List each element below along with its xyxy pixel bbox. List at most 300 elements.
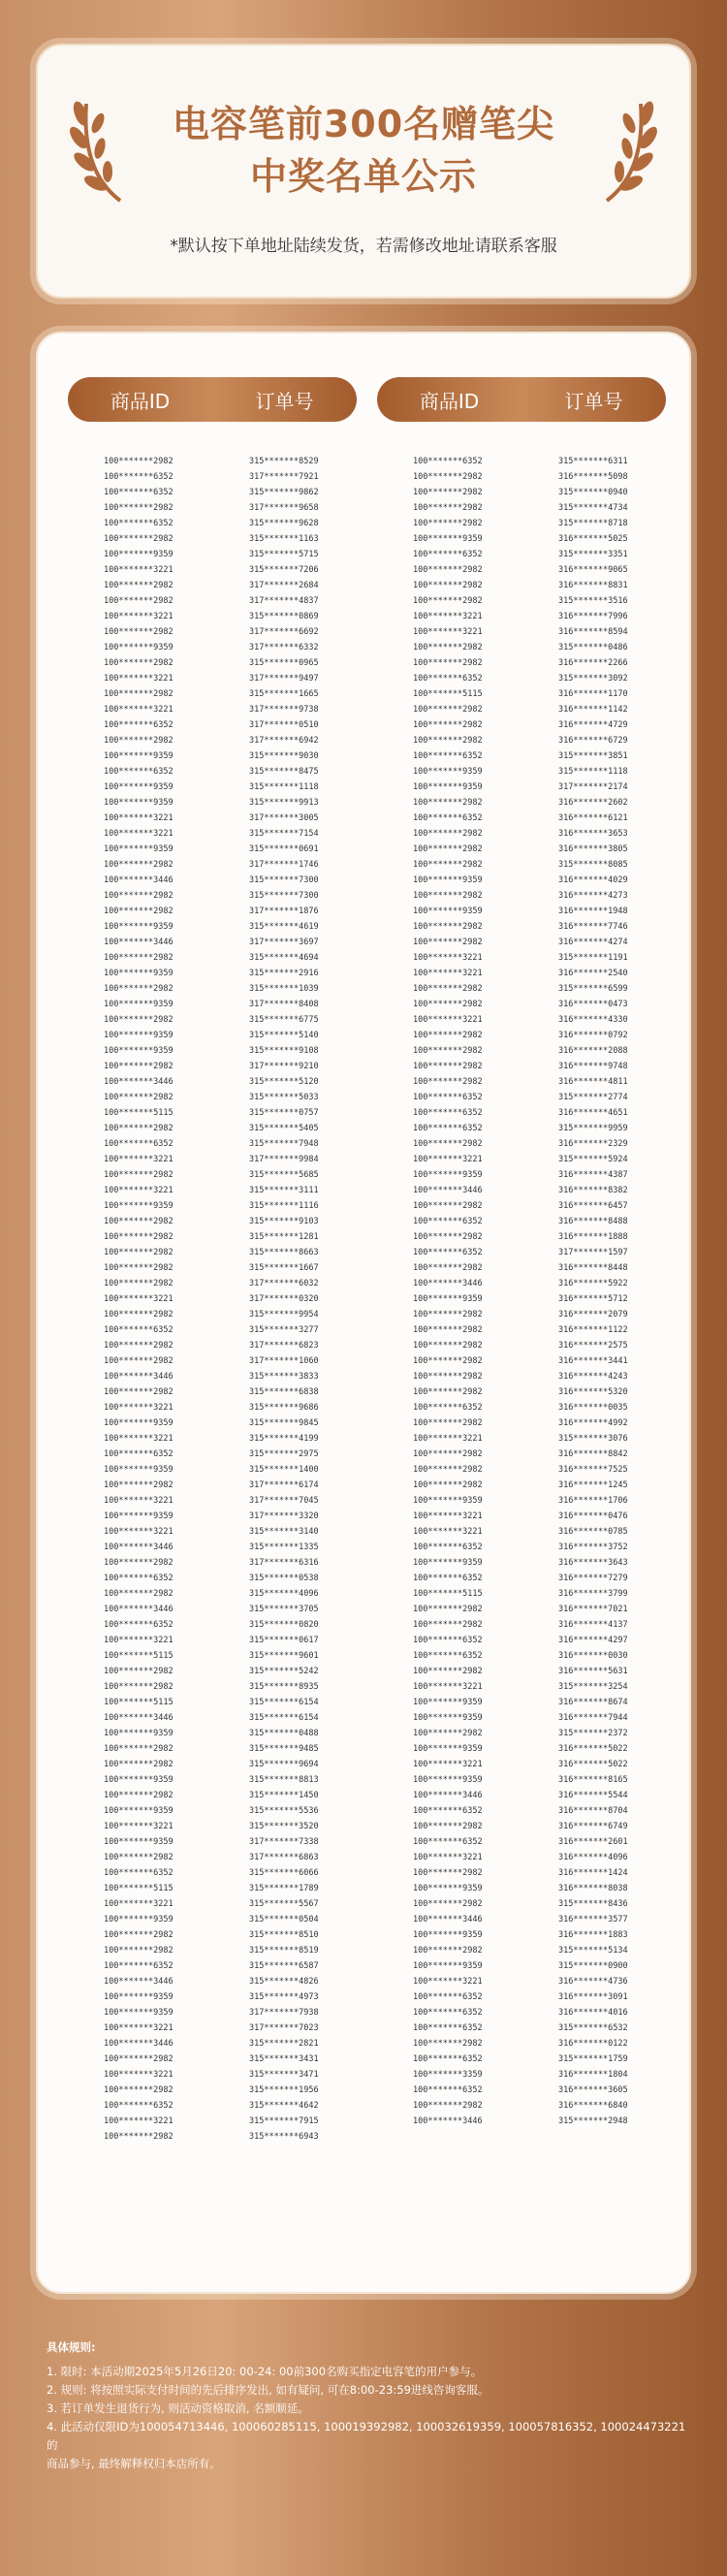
table-row: [104, 1012, 385, 1028]
product-id-cell: 100*******6352: [104, 1574, 174, 1583]
product-id-cell: 100*******2982: [413, 1667, 483, 1676]
product-id-cell: 100*******2982: [413, 472, 483, 482]
order-no-cell: 316*******5025: [558, 534, 628, 544]
rules-section: [47, 2338, 696, 2473]
order-no-cell: 315*******5120: [249, 1077, 319, 1087]
product-id-cell: 100*******3221: [413, 1682, 483, 1692]
product-id-cell: 100*******2982: [104, 503, 174, 513]
order-no-cell: 315*******0869: [249, 612, 319, 621]
table-row: [104, 1679, 385, 1695]
table-row: [413, 1912, 694, 1927]
order-no-cell: 315*******8519: [249, 1946, 319, 1956]
product-id-cell: 100*******3446: [413, 2116, 483, 2126]
table-row: [104, 578, 385, 593]
order-no-cell: 317*******1746: [249, 860, 319, 870]
product-id-cell: 100*******3221: [104, 1636, 174, 1645]
order-no-cell: 317*******2684: [249, 581, 319, 590]
table-row: [104, 1074, 385, 1090]
table-row: [104, 1183, 385, 1198]
table-row: [413, 950, 694, 966]
order-no-cell: 316*******2088: [558, 1046, 628, 1056]
order-no-cell: 315*******4199: [249, 1434, 319, 1444]
product-id-cell: 100*******2982: [413, 519, 483, 528]
table-row: [413, 1819, 694, 1834]
product-id-cell: 100*******6352: [104, 519, 174, 528]
table-row: [413, 1322, 694, 1338]
order-no-cell: 315*******9686: [249, 1403, 319, 1413]
table-row: [413, 1167, 694, 1183]
product-id-cell: 100*******9359: [104, 1806, 174, 1816]
order-no-cell: 315*******9862: [249, 488, 319, 497]
order-no-cell: 315*******1118: [249, 782, 319, 792]
table-row: [413, 1260, 694, 1276]
table-row: [413, 1012, 694, 1028]
product-id-cell: 100*******2982: [104, 1589, 174, 1599]
table-row: [104, 1958, 385, 1974]
product-id-cell: 100*******2982: [104, 1930, 174, 1940]
product-id-cell: 100*******2982: [104, 1263, 174, 1273]
product-id-cell: 100*******9359: [104, 1915, 174, 1924]
table-row: [413, 500, 694, 516]
table-row: [104, 1540, 385, 1555]
product-id-cell: 100*******2982: [413, 922, 483, 932]
table-row: [413, 1059, 694, 1074]
table-row: [104, 1105, 385, 1121]
order-no-cell: 315*******6066: [249, 1868, 319, 1878]
order-no-cell: 316*******1170: [558, 689, 628, 699]
product-id-cell: 100*******9359: [104, 1465, 174, 1475]
order-no-cell: 315*******3351: [558, 550, 628, 559]
product-id-cell: 100*******9359: [413, 875, 483, 885]
order-no-cell: 315*******3520: [249, 1822, 319, 1831]
product-id-cell: 100*******2982: [413, 1077, 483, 1087]
table-row: [413, 1338, 694, 1353]
order-no-cell: 317*******3320: [249, 1511, 319, 1521]
product-id-cell: 100*******2982: [104, 1341, 174, 1351]
product-id-cell: 100*******3221: [104, 1527, 174, 1537]
order-no-cell: 317*******6942: [249, 736, 319, 746]
table-row: [413, 966, 694, 981]
order-no-cell: 316*******4387: [558, 1170, 628, 1180]
product-id-cell: 100*******5115: [413, 1589, 483, 1599]
product-id-cell: 100*******3221: [413, 612, 483, 621]
product-id-cell: 100*******2982: [413, 1449, 483, 1459]
order-no-cell: 315*******0820: [249, 1620, 319, 1630]
order-no-cell: 315*******1335: [249, 1542, 319, 1552]
order-no-cell: 317*******9738: [249, 705, 319, 715]
order-no-cell: 316*******3643: [558, 1558, 628, 1568]
product-id-cell: 100*******3221: [413, 1434, 483, 1444]
table-row: [413, 578, 694, 593]
order-no-cell: 316*******4273: [558, 891, 628, 901]
order-no-cell: 315*******5685: [249, 1170, 319, 1180]
table-row: [104, 1245, 385, 1260]
table-row: [104, 873, 385, 888]
product-id-cell: 100*******2982: [413, 2039, 483, 2049]
product-id-cell: 100*******2982: [104, 1310, 174, 1320]
product-id-cell: 100*******2982: [413, 984, 483, 994]
order-no-cell: 317*******0510: [249, 720, 319, 730]
order-no-cell: 315*******9601: [249, 1651, 319, 1661]
order-no-cell: 316*******6749: [558, 1822, 628, 1831]
table-row: [104, 1586, 385, 1602]
order-no-cell: 317*******7938: [249, 2008, 319, 2018]
order-no-cell: 315*******9628: [249, 519, 319, 528]
table-row: [104, 2051, 385, 2067]
table-row: [104, 1865, 385, 1881]
product-id-cell: 100*******2982: [104, 1170, 174, 1180]
order-no-cell: 317*******6823: [249, 1341, 319, 1351]
order-no-cell: 316*******7996: [558, 612, 628, 621]
order-no-cell: 317*******2174: [558, 782, 628, 792]
table-row: [104, 717, 385, 733]
order-no-cell: 316*******7021: [558, 1605, 628, 1614]
order-no-cell: 315*******6154: [249, 1698, 319, 1707]
order-no-cell: 315*******1281: [249, 1232, 319, 1242]
product-id-cell: 100*******2982: [413, 1387, 483, 1397]
table-row: [413, 873, 694, 888]
table-row: [413, 624, 694, 640]
order-no-cell: 315*******1789: [249, 1884, 319, 1893]
order-no-cell: 315*******8529: [249, 457, 319, 466]
product-id-cell: 100*******2982: [413, 736, 483, 746]
product-id-cell: 100*******2982: [413, 1465, 483, 1475]
order-no-cell: 316*******3605: [558, 2085, 628, 2095]
column-header-right: [377, 377, 666, 422]
order-no-cell: 315*******0691: [249, 844, 319, 854]
order-no-cell: 315*******3277: [249, 1325, 319, 1335]
product-id-cell: 100*******9359: [104, 1046, 174, 1056]
product-id-cell: 100*******6352: [413, 751, 483, 761]
order-no-cell: 315*******5140: [249, 1031, 319, 1040]
table-row: [104, 1555, 385, 1571]
product-id-cell: 100*******3221: [413, 1155, 483, 1164]
product-id-cell: 100*******6352: [104, 1449, 174, 1459]
order-no-cell: 316*******1122: [558, 1325, 628, 1335]
product-id-cell: 100*******3221: [413, 1977, 483, 1987]
table-row: [413, 1136, 694, 1152]
product-id-cell: 100*******2982: [413, 1046, 483, 1056]
product-id-cell: 100*******3446: [104, 875, 174, 885]
product-id-cell: 100*******2982: [413, 1232, 483, 1242]
order-no-cell: 316*******3799: [558, 1589, 628, 1599]
product-id-cell: 100*******6352: [413, 674, 483, 684]
order-no-cell: 316*******9065: [558, 565, 628, 575]
order-no-cell: 316*******0792: [558, 1031, 628, 1040]
product-id-cell: 100*******2982: [104, 627, 174, 637]
product-id-cell: 100*******2982: [413, 1868, 483, 1878]
order-no-cell: 316*******4243: [558, 1372, 628, 1382]
table-row: [104, 1090, 385, 1105]
table-row: [413, 1772, 694, 1788]
order-no-cell: 315*******3140: [249, 1527, 319, 1537]
table-row: [104, 1896, 385, 1912]
order-no-cell: 315*******6587: [249, 1961, 319, 1971]
product-id-cell: 100*******2982: [413, 1310, 483, 1320]
order-no-cell: 315*******8813: [249, 1775, 319, 1785]
product-id-cell: 100*******9359: [104, 1000, 174, 1009]
product-id-cell: 100*******3446: [104, 1977, 174, 1987]
table-row: [104, 593, 385, 609]
product-id-cell: 100*******9359: [104, 1031, 174, 1040]
product-id-cell: 100*******9359: [104, 1729, 174, 1738]
product-id-cell: 100*******2982: [104, 1062, 174, 1071]
order-no-cell: 316*******8704: [558, 1806, 628, 1816]
order-no-cell: 316*******9748: [558, 1062, 628, 1071]
order-no-cell: 315*******9485: [249, 1744, 319, 1754]
order-no-cell: 317*******9984: [249, 1155, 319, 1164]
order-no-cell: 315*******7948: [249, 1139, 319, 1149]
table-row: [413, 1958, 694, 1974]
table-row: [413, 842, 694, 857]
table-row: [104, 842, 385, 857]
order-no-cell: 315*******6943: [249, 2132, 319, 2142]
table-row: [104, 1617, 385, 1633]
product-id-cell: 100*******2982: [413, 488, 483, 497]
table-row: [413, 1664, 694, 1679]
product-id-cell: 100*******9359: [413, 1558, 483, 1568]
order-no-cell: 316*******2329: [558, 1139, 628, 1149]
product-id-cell: 100*******9359: [104, 1511, 174, 1521]
order-no-cell: 316*******4016: [558, 2008, 628, 2018]
order-no-cell: 315*******0617: [249, 1636, 319, 1645]
product-id-cell: 100*******2982: [413, 1031, 483, 1040]
product-id-cell: 100*******2982: [104, 1248, 174, 1257]
table-row: [413, 1803, 694, 1819]
table-row: [413, 1896, 694, 1912]
product-id-cell: 100*******3221: [104, 1403, 174, 1413]
product-id-cell: 100*******3221: [413, 969, 483, 978]
order-no-cell: 315*******6532: [558, 2023, 628, 2033]
product-id-cell: 100*******2982: [413, 1822, 483, 1831]
product-id-cell: 100*******2982: [413, 581, 483, 590]
order-no-cell: 315*******3431: [249, 2054, 319, 2064]
table-row: [413, 717, 694, 733]
order-no-cell: 317*******7023: [249, 2023, 319, 2033]
order-no-cell: 316*******8382: [558, 1186, 628, 1195]
product-id-cell: 100*******2982: [413, 1201, 483, 1211]
order-no-cell: 316*******3441: [558, 1356, 628, 1366]
table-row: [104, 1028, 385, 1043]
table-row: [413, 2051, 694, 2067]
table-row: [413, 1478, 694, 1493]
order-no-cell: 317*******7045: [249, 1496, 319, 1506]
table-row: [413, 531, 694, 547]
product-id-cell: 100*******9359: [413, 1496, 483, 1506]
product-id-cell: 100*******9359: [104, 844, 174, 854]
order-no-cell: 316*******8165: [558, 1775, 628, 1785]
order-no-cell: 317*******9210: [249, 1062, 319, 1071]
order-no-cell: 316*******5098: [558, 472, 628, 482]
order-no-cell: 315*******5536: [249, 1806, 319, 1816]
table-row: [413, 764, 694, 779]
order-no-cell: 315*******0940: [558, 488, 628, 497]
table-row: [413, 1415, 694, 1431]
table-row: [104, 624, 385, 640]
order-no-cell: 315*******5242: [249, 1667, 319, 1676]
order-no-cell: 315*******8436: [558, 1899, 628, 1909]
product-id-cell: 100*******3221: [413, 953, 483, 963]
product-id-cell: 100*******6352: [413, 1574, 483, 1583]
page-subtitle: 中奖名单公示: [249, 155, 477, 198]
order-no-cell: 317*******1597: [558, 1248, 628, 1257]
table-row: [104, 1307, 385, 1322]
table-row: [104, 935, 385, 950]
table-row: [104, 1167, 385, 1183]
order-no-cell: 316*******0122: [558, 2039, 628, 2049]
product-id-cell: 100*******6352: [104, 720, 174, 730]
product-id-cell: 100*******2982: [413, 1899, 483, 1909]
order-no-cell: 315*******8663: [249, 1248, 319, 1257]
product-id-cell: 100*******2982: [413, 829, 483, 839]
product-id-cell: 100*******2982: [413, 596, 483, 606]
product-id-cell: 100*******9359: [104, 2008, 174, 2018]
table-row: [104, 2098, 385, 2114]
order-no-cell: 316*******1245: [558, 1480, 628, 1490]
order-no-cell: 316*******8038: [558, 1884, 628, 1893]
product-id-cell: 100*******3221: [104, 612, 174, 621]
product-id-cell: 100*******5115: [104, 1884, 174, 1893]
order-no-cell: 315*******2372: [558, 1729, 628, 1738]
order-no-cell: 316*******4274: [558, 938, 628, 947]
order-no-cell: 317*******1060: [249, 1356, 319, 1366]
order-no-cell: 315*******7300: [249, 875, 319, 885]
order-no-cell: 316*******6840: [558, 2101, 628, 2111]
order-no-cell: 316*******8831: [558, 581, 628, 590]
product-id-cell: 100*******2982: [413, 938, 483, 947]
table-row: [413, 2005, 694, 2020]
product-id-cell: 100*******2982: [413, 1729, 483, 1738]
table-row: [413, 981, 694, 997]
rule-item: 2. 规则: 将按照实际支付时间的先后排序发出, 如有疑问, 可在8:00-23:59进线咨询客服。: [47, 2383, 490, 2397]
order-no-cell: 316*******3577: [558, 1915, 628, 1924]
table-row: [104, 1788, 385, 1803]
table-row: [104, 1384, 385, 1400]
order-no-cell: 316*******2540: [558, 969, 628, 978]
table-row: [413, 811, 694, 826]
table-row: [413, 1229, 694, 1245]
order-no-cell: 315*******6311: [558, 457, 628, 466]
table-row: [413, 826, 694, 842]
order-no-cell: 315*******5567: [249, 1899, 319, 1909]
table-row: [413, 640, 694, 655]
table-row: [413, 795, 694, 811]
order-no-cell: 317*******4837: [249, 596, 319, 606]
order-no-cell: 315*******0504: [249, 1915, 319, 1924]
order-no-cell: 315*******7206: [249, 565, 319, 575]
order-no-cell: 316*******6729: [558, 736, 628, 746]
product-id-cell: 100*******9359: [413, 1775, 483, 1785]
product-id-cell: 100*******3221: [104, 674, 174, 684]
order-no-cell: 316*******1883: [558, 1930, 628, 1940]
table-row: [413, 935, 694, 950]
order-no-cell: 315*******0488: [249, 1729, 319, 1738]
table-row: [104, 562, 385, 578]
product-id-cell: 100*******3221: [104, 2070, 174, 2080]
table-row: [104, 950, 385, 966]
table-row: [104, 1819, 385, 1834]
product-id-cell: 100*******6352: [104, 1139, 174, 1149]
product-id-cell: 100*******2982: [413, 798, 483, 808]
product-id-cell: 100*******9359: [413, 906, 483, 916]
order-no-cell: 316*******5022: [558, 1760, 628, 1769]
product-id-cell: 100*******2982: [413, 705, 483, 715]
table-row: [413, 1183, 694, 1198]
product-id-cell: 100*******9359: [104, 1775, 174, 1785]
order-no-cell: 317*******6332: [249, 643, 319, 652]
order-no-cell: 315*******5405: [249, 1124, 319, 1133]
order-no-cell: 315*******9694: [249, 1760, 319, 1769]
order-no-cell: 315*******0538: [249, 1574, 319, 1583]
table-row: [104, 671, 385, 686]
table-row: [104, 1447, 385, 1462]
product-id-cell: 100*******9359: [413, 1961, 483, 1971]
order-no-cell: 316*******4330: [558, 1015, 628, 1025]
table-row: [413, 593, 694, 609]
table-row: [413, 1462, 694, 1478]
table-row: [413, 1834, 694, 1850]
product-id-cell: 100*******2982: [104, 906, 174, 916]
table-row: [413, 454, 694, 469]
order-no-cell: 315*******9954: [249, 1310, 319, 1320]
order-no-cell: 316*******7279: [558, 1574, 628, 1583]
table-row: [104, 516, 385, 531]
table-row: [104, 1322, 385, 1338]
order-no-cell: 315*******3833: [249, 1372, 319, 1382]
order-no-cell: 317*******6032: [249, 1279, 319, 1288]
table-row: [413, 1121, 694, 1136]
product-id-cell: 100*******2982: [104, 1232, 174, 1242]
product-id-cell: 100*******2982: [104, 891, 174, 901]
order-no-cell: 316*******5544: [558, 1791, 628, 1800]
table-row: [104, 1353, 385, 1369]
table-row: [413, 1571, 694, 1586]
product-id-header: 商品ID: [419, 389, 480, 413]
table-row: [413, 1245, 694, 1260]
product-id-cell: 100*******9359: [413, 767, 483, 777]
product-id-cell: 100*******6352: [413, 1108, 483, 1118]
product-id-cell: 100*******2982: [104, 1279, 174, 1288]
product-id-cell: 100*******2982: [104, 581, 174, 590]
table-row: [104, 748, 385, 764]
product-id-cell: 100*******2982: [104, 534, 174, 544]
product-id-cell: 100*******2982: [104, 596, 174, 606]
table-row: [413, 1447, 694, 1462]
product-id-cell: 100*******5115: [104, 1698, 174, 1707]
order-no-cell: 317*******6863: [249, 1853, 319, 1862]
table-row: [104, 733, 385, 748]
order-no-cell: 315*******8475: [249, 767, 319, 777]
order-no-cell: 316*******2575: [558, 1341, 628, 1351]
order-no-cell: 315*******7915: [249, 2116, 319, 2126]
order-no-cell: 316*******4811: [558, 1077, 628, 1087]
order-no-cell: 316*******6457: [558, 1201, 628, 1211]
table-row: [413, 888, 694, 904]
table-row: [104, 1648, 385, 1664]
product-id-cell: 100*******3446: [104, 1542, 174, 1552]
table-row: [104, 1291, 385, 1307]
order-no-cell: 315*******1956: [249, 2085, 319, 2095]
product-id-cell: 100*******6352: [104, 1868, 174, 1878]
order-no-cell: 315*******3076: [558, 1434, 628, 1444]
table-row: [104, 904, 385, 919]
order-no-cell: 315*******2975: [249, 1449, 319, 1459]
product-id-header: 商品ID: [110, 389, 171, 413]
table-row: [104, 1493, 385, 1509]
table-row: [104, 1757, 385, 1772]
table-row: [104, 2083, 385, 2098]
order-no-cell: 315*******4734: [558, 503, 628, 513]
